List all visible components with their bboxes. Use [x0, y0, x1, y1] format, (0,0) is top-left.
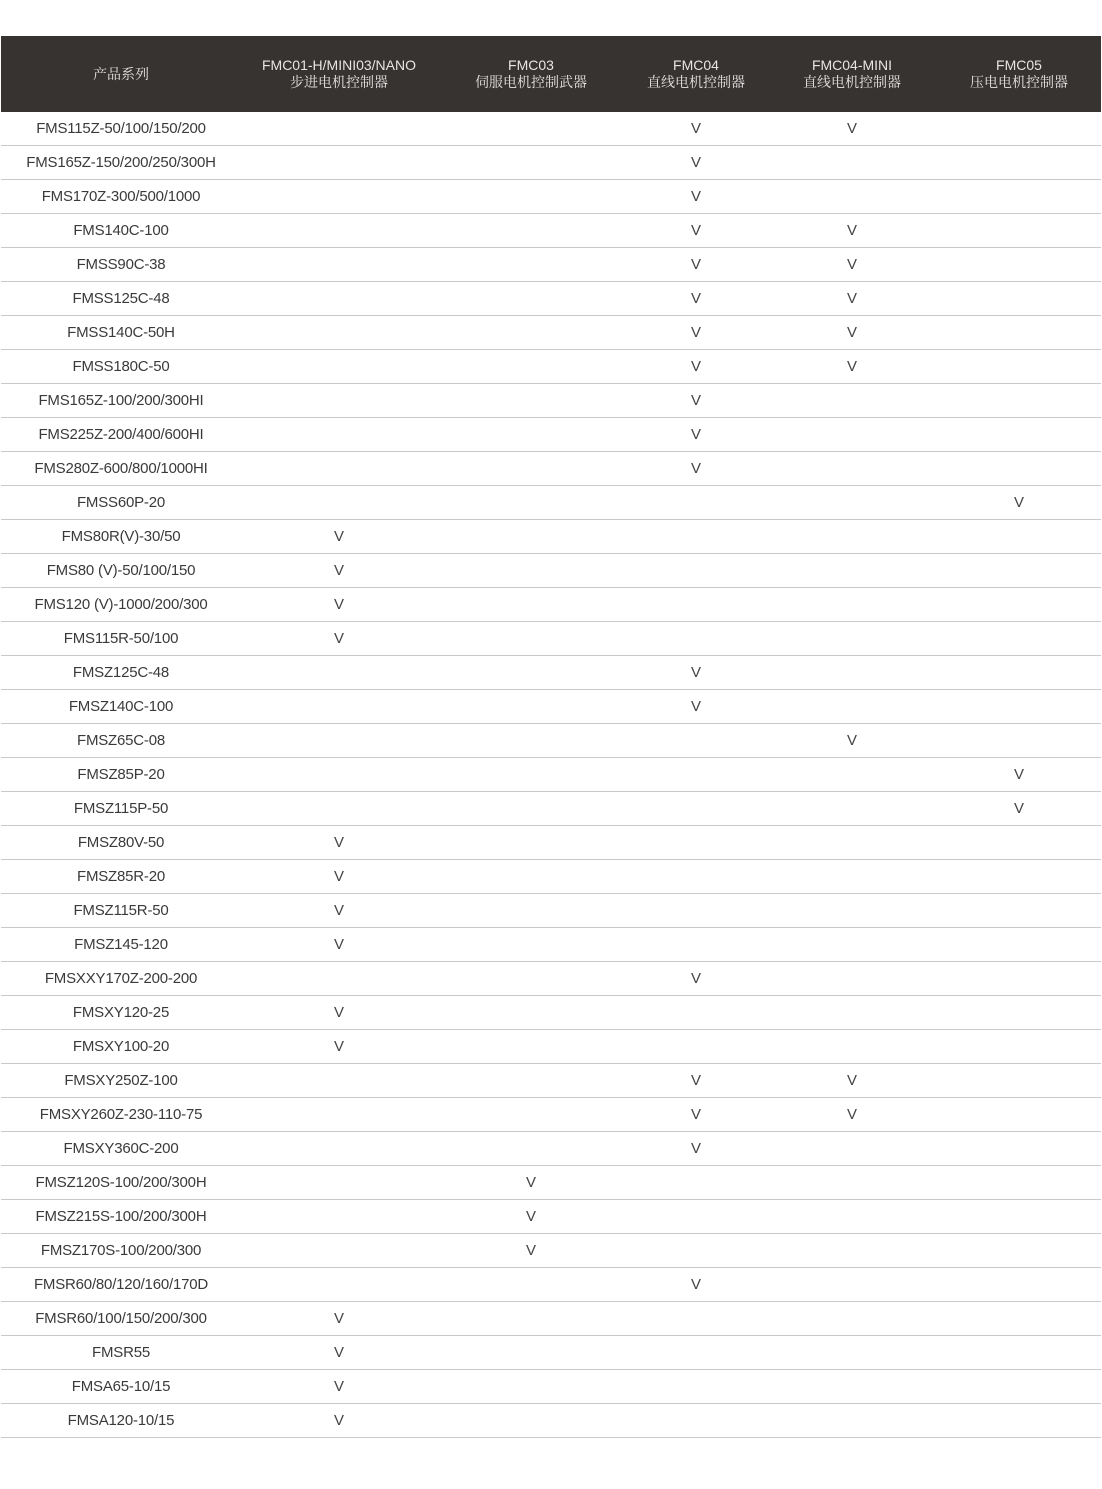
compatibility-mark-cell	[437, 962, 625, 996]
compatibility-mark-cell: V	[241, 996, 437, 1030]
table-row	[1, 1166, 1101, 1200]
compatibility-mark-cell	[241, 690, 437, 724]
compatibility-mark-cell	[241, 180, 437, 214]
compatibility-mark-cell	[937, 1132, 1101, 1166]
compatibility-mark-cell	[625, 520, 767, 554]
compatibility-mark-cell	[625, 928, 767, 962]
table-row	[1, 758, 1101, 792]
compatibility-mark-cell	[437, 1302, 625, 1336]
compatibility-mark-cell	[937, 112, 1101, 146]
compatibility-mark-cell	[767, 384, 937, 418]
compatibility-mark-cell	[767, 486, 937, 520]
product-name-cell: FMS170Z-300/500/1000	[1, 180, 241, 214]
table-row	[1, 1200, 1101, 1234]
product-name-cell: FMS165Z-100/200/300HI	[1, 384, 241, 418]
column-header-line1: FMC03	[508, 57, 554, 73]
table-row	[1, 894, 1101, 928]
compatibility-mark-cell	[437, 928, 625, 962]
table-row	[1, 1302, 1101, 1336]
product-name-cell: FMS115R-50/100	[1, 622, 241, 656]
compatibility-mark-cell: V	[625, 1098, 767, 1132]
compatibility-mark-cell	[937, 384, 1101, 418]
compatibility-mark-cell	[937, 1166, 1101, 1200]
compatibility-mark-cell	[625, 1166, 767, 1200]
table-row	[1, 520, 1101, 554]
compatibility-mark-cell	[937, 1336, 1101, 1370]
compatibility-mark-cell	[437, 1370, 625, 1404]
compatibility-mark-cell	[767, 1404, 937, 1438]
compatibility-mark-cell	[241, 724, 437, 758]
table-row	[1, 214, 1101, 248]
compatibility-mark-cell	[937, 1200, 1101, 1234]
compatibility-mark-cell	[767, 690, 937, 724]
compatibility-mark-cell	[437, 282, 625, 316]
compatibility-mark-cell	[937, 1234, 1101, 1268]
column-header-line2: 压电电机控制器	[970, 74, 1068, 90]
table-row	[1, 316, 1101, 350]
compatibility-mark-cell	[767, 860, 937, 894]
compatibility-mark-cell: V	[767, 724, 937, 758]
compatibility-mark-cell: V	[241, 1302, 437, 1336]
product-name-cell: FMSXY250Z-100	[1, 1064, 241, 1098]
compatibility-mark-cell	[937, 588, 1101, 622]
compatibility-mark-cell	[437, 894, 625, 928]
table-row	[1, 928, 1101, 962]
compatibility-mark-cell	[241, 214, 437, 248]
compatibility-mark-cell: V	[241, 554, 437, 588]
compatibility-mark-cell	[767, 962, 937, 996]
product-name-cell: FMSZ215S-100/200/300H	[1, 1200, 241, 1234]
compatibility-mark-cell: V	[767, 248, 937, 282]
compatibility-mark-cell	[241, 486, 437, 520]
compatibility-mark-cell	[625, 1200, 767, 1234]
compatibility-mark-cell	[937, 452, 1101, 486]
compatibility-mark-cell	[625, 588, 767, 622]
column-header-controller-4	[767, 36, 937, 112]
compatibility-mark-cell: V	[625, 962, 767, 996]
compatibility-mark-cell: V	[625, 656, 767, 690]
compatibility-mark-cell	[437, 350, 625, 384]
compatibility-mark-cell	[241, 792, 437, 826]
column-header-line2: 步进电机控制器	[290, 74, 388, 90]
column-header-controller-2	[437, 36, 625, 112]
compatibility-mark-cell	[937, 690, 1101, 724]
table-row	[1, 180, 1101, 214]
compatibility-mark-cell	[937, 350, 1101, 384]
table-row	[1, 622, 1101, 656]
product-name-cell: FMSZ120S-100/200/300H	[1, 1166, 241, 1200]
compatibility-mark-cell	[625, 622, 767, 656]
compatibility-mark-cell	[767, 894, 937, 928]
compatibility-mark-cell	[437, 860, 625, 894]
compatibility-mark-cell	[767, 928, 937, 962]
compatibility-mark-cell	[767, 656, 937, 690]
product-name-cell: FMS280Z-600/800/1000HI	[1, 452, 241, 486]
product-name-cell: FMSXY360C-200	[1, 1132, 241, 1166]
compatibility-mark-cell	[437, 384, 625, 418]
compatibility-mark-cell: V	[241, 826, 437, 860]
compatibility-mark-cell	[437, 690, 625, 724]
product-name-cell: FMS140C-100	[1, 214, 241, 248]
table-row	[1, 826, 1101, 860]
compatibility-mark-cell	[767, 1030, 937, 1064]
compatibility-mark-cell: V	[937, 792, 1101, 826]
compatibility-mark-cell: V	[625, 350, 767, 384]
compatibility-mark-cell: V	[937, 486, 1101, 520]
compatibility-mark-cell	[767, 146, 937, 180]
compatibility-mark-cell	[437, 758, 625, 792]
compatibility-mark-cell	[625, 826, 767, 860]
compatibility-mark-cell	[767, 826, 937, 860]
compatibility-mark-cell	[241, 384, 437, 418]
product-name-cell: FMSZ115R-50	[1, 894, 241, 928]
compatibility-mark-cell	[767, 1268, 937, 1302]
compatibility-mark-cell	[767, 996, 937, 1030]
column-header-controller-1	[241, 36, 437, 112]
compatibility-mark-cell	[241, 418, 437, 452]
compatibility-mark-cell	[241, 146, 437, 180]
compatibility-mark-cell	[241, 112, 437, 146]
compatibility-mark-cell	[437, 792, 625, 826]
compatibility-mark-cell	[625, 894, 767, 928]
column-header-line2: 直线电机控制器	[803, 74, 901, 90]
product-name-cell: FMSA120-10/15	[1, 1404, 241, 1438]
compatibility-mark-cell: V	[625, 112, 767, 146]
compatibility-mark-cell	[937, 962, 1101, 996]
compatibility-mark-cell	[437, 486, 625, 520]
product-name-cell: FMS225Z-200/400/600HI	[1, 418, 241, 452]
column-header-line1: FMC05	[996, 57, 1042, 73]
compatibility-mark-cell	[937, 1404, 1101, 1438]
product-name-cell: FMSS140C-50H	[1, 316, 241, 350]
compatibility-mark-cell	[241, 1132, 437, 1166]
compatibility-mark-cell	[937, 554, 1101, 588]
product-name-cell: FMSZ80V-50	[1, 826, 241, 860]
product-name-cell: FMSS180C-50	[1, 350, 241, 384]
compatibility-mark-cell	[767, 1302, 937, 1336]
compatibility-mark-cell	[767, 758, 937, 792]
compatibility-mark-cell	[437, 180, 625, 214]
compatibility-mark-cell	[437, 248, 625, 282]
product-name-cell: FMSZ170S-100/200/300	[1, 1234, 241, 1268]
product-name-cell: FMSZ85R-20	[1, 860, 241, 894]
compatibility-mark-cell	[437, 622, 625, 656]
compatibility-mark-cell: V	[437, 1234, 625, 1268]
compatibility-mark-cell	[437, 316, 625, 350]
compatibility-mark-cell	[437, 1064, 625, 1098]
compatibility-mark-cell	[437, 588, 625, 622]
compatibility-mark-cell: V	[241, 894, 437, 928]
compatibility-mark-cell	[767, 1132, 937, 1166]
compatibility-mark-cell: V	[625, 1132, 767, 1166]
compatibility-mark-cell	[437, 996, 625, 1030]
product-name-cell: FMSZ125C-48	[1, 656, 241, 690]
compatibility-mark-cell: V	[625, 180, 767, 214]
compatibility-mark-cell: V	[625, 1064, 767, 1098]
table-row	[1, 1098, 1101, 1132]
compatibility-mark-cell	[625, 1030, 767, 1064]
compatibility-mark-cell	[767, 452, 937, 486]
product-name-cell: FMSXY120-25	[1, 996, 241, 1030]
compatibility-mark-cell	[937, 1030, 1101, 1064]
compatibility-mark-cell	[241, 1098, 437, 1132]
compatibility-mark-cell	[767, 1370, 937, 1404]
compatibility-mark-cell	[767, 1234, 937, 1268]
compatibility-mark-cell	[937, 928, 1101, 962]
column-header-line1: FMC01-H/MINI03/NANO	[261, 57, 417, 73]
table-row	[1, 588, 1101, 622]
compatibility-mark-cell: V	[625, 146, 767, 180]
table-row	[1, 656, 1101, 690]
compatibility-mark-cell	[767, 1336, 937, 1370]
compatibility-mark-cell	[937, 418, 1101, 452]
compatibility-mark-cell	[241, 1234, 437, 1268]
compatibility-mark-cell: V	[625, 690, 767, 724]
product-name-cell: FMSXY100-20	[1, 1030, 241, 1064]
compatibility-mark-cell: V	[625, 248, 767, 282]
table-row	[1, 1268, 1101, 1302]
product-name-cell: FMSS90C-38	[1, 248, 241, 282]
compatibility-mark-cell	[937, 996, 1101, 1030]
compatibility-mark-cell	[625, 1404, 767, 1438]
table-row	[1, 554, 1101, 588]
table-row	[1, 418, 1101, 452]
compatibility-mark-cell: V	[625, 214, 767, 248]
compatibility-mark-cell: V	[767, 214, 937, 248]
compatibility-mark-cell	[937, 1064, 1101, 1098]
column-header-line1: 产品系列	[93, 65, 149, 82]
table-row	[1, 112, 1101, 146]
compatibility-mark-cell	[437, 214, 625, 248]
table-row	[1, 860, 1101, 894]
compatibility-table	[1, 36, 1101, 1438]
table-row	[1, 1404, 1101, 1438]
product-name-cell: FMSZ85P-20	[1, 758, 241, 792]
compatibility-mark-cell	[625, 554, 767, 588]
compatibility-mark-cell	[937, 894, 1101, 928]
compatibility-mark-cell	[437, 1030, 625, 1064]
table-row	[1, 690, 1101, 724]
product-name-cell: FMSZ65C-08	[1, 724, 241, 758]
compatibility-mark-cell	[937, 316, 1101, 350]
compatibility-mark-cell	[437, 656, 625, 690]
product-name-cell: FMS120 (V)-1000/200/300	[1, 588, 241, 622]
compatibility-mark-cell: V	[625, 282, 767, 316]
table-row	[1, 486, 1101, 520]
compatibility-mark-cell	[437, 724, 625, 758]
compatibility-mark-cell: V	[937, 758, 1101, 792]
compatibility-mark-cell: V	[241, 860, 437, 894]
compatibility-mark-cell	[625, 724, 767, 758]
compatibility-mark-cell	[767, 588, 937, 622]
compatibility-mark-cell: V	[625, 452, 767, 486]
table-row	[1, 1370, 1101, 1404]
compatibility-mark-cell	[437, 1098, 625, 1132]
table-row	[1, 1336, 1101, 1370]
compatibility-mark-cell	[241, 1064, 437, 1098]
table-row	[1, 962, 1101, 996]
compatibility-mark-cell: V	[767, 282, 937, 316]
compatibility-mark-cell: V	[241, 520, 437, 554]
product-name-cell: FMSXY260Z-230-110-75	[1, 1098, 241, 1132]
product-name-cell: FMS165Z-150/200/250/300H	[1, 146, 241, 180]
table-row	[1, 350, 1101, 384]
compatibility-mark-cell: V	[241, 1030, 437, 1064]
compatibility-mark-cell	[625, 1336, 767, 1370]
compatibility-mark-cell	[437, 520, 625, 554]
product-name-cell: FMSZ140C-100	[1, 690, 241, 724]
product-name-cell: FMSR60/100/150/200/300	[1, 1302, 241, 1336]
compatibility-mark-cell	[937, 146, 1101, 180]
compatibility-mark-cell: V	[241, 1336, 437, 1370]
compatibility-mark-cell	[437, 1132, 625, 1166]
compatibility-mark-cell	[767, 180, 937, 214]
compatibility-mark-cell	[437, 1404, 625, 1438]
compatibility-mark-cell	[625, 792, 767, 826]
compatibility-mark-cell	[937, 1370, 1101, 1404]
compatibility-mark-cell	[437, 826, 625, 860]
compatibility-mark-cell: V	[767, 1098, 937, 1132]
compatibility-mark-cell	[937, 180, 1101, 214]
compatibility-mark-cell	[767, 1200, 937, 1234]
compatibility-mark-cell	[937, 622, 1101, 656]
column-header-line1: FMC04-MINI	[811, 57, 893, 73]
compatibility-mark-cell	[767, 622, 937, 656]
compatibility-mark-cell	[241, 1200, 437, 1234]
compatibility-mark-cell: V	[241, 622, 437, 656]
compatibility-mark-cell: V	[767, 1064, 937, 1098]
compatibility-mark-cell: V	[437, 1200, 625, 1234]
compatibility-mark-cell	[437, 112, 625, 146]
compatibility-mark-cell	[241, 962, 437, 996]
compatibility-mark-cell: V	[437, 1166, 625, 1200]
compatibility-mark-cell: V	[625, 418, 767, 452]
product-name-cell: FMSS60P-20	[1, 486, 241, 520]
compatibility-mark-cell	[437, 146, 625, 180]
compatibility-mark-cell	[241, 282, 437, 316]
table-body	[1, 112, 1101, 1438]
header-row	[1, 36, 1101, 112]
compatibility-mark-cell: V	[241, 1370, 437, 1404]
compatibility-mark-cell	[767, 1166, 937, 1200]
compatibility-mark-cell	[937, 520, 1101, 554]
compatibility-mark-cell	[241, 248, 437, 282]
table-row	[1, 1132, 1101, 1166]
compatibility-mark-cell	[625, 1370, 767, 1404]
product-name-cell: FMSR55	[1, 1336, 241, 1370]
compatibility-mark-cell	[937, 1302, 1101, 1336]
table-row	[1, 996, 1101, 1030]
product-name-cell: FMSZ145-120	[1, 928, 241, 962]
compatibility-mark-cell	[937, 826, 1101, 860]
product-name-cell: FMSS125C-48	[1, 282, 241, 316]
table-row	[1, 452, 1101, 486]
table-row	[1, 282, 1101, 316]
column-header-line2: 直线电机控制器	[647, 74, 745, 90]
compatibility-mark-cell	[767, 554, 937, 588]
table-row	[1, 248, 1101, 282]
column-header-controller-3	[625, 36, 767, 112]
table-row	[1, 792, 1101, 826]
product-name-cell: FMS115Z-50/100/150/200	[1, 112, 241, 146]
compatibility-mark-cell	[241, 452, 437, 486]
compatibility-mark-cell	[767, 792, 937, 826]
compatibility-mark-cell	[937, 724, 1101, 758]
compatibility-mark-cell	[937, 1268, 1101, 1302]
compatibility-mark-cell	[241, 656, 437, 690]
compatibility-mark-cell	[437, 554, 625, 588]
compatibility-mark-cell	[625, 486, 767, 520]
compatibility-mark-cell	[241, 758, 437, 792]
compatibility-mark-cell	[241, 316, 437, 350]
column-header-controller-5	[937, 36, 1101, 112]
compatibility-mark-cell	[767, 418, 937, 452]
column-header-line2: 伺服电机控制武器	[475, 74, 587, 90]
compatibility-mark-cell	[437, 1336, 625, 1370]
compatibility-mark-cell: V	[625, 316, 767, 350]
compatibility-mark-cell: V	[625, 384, 767, 418]
compatibility-mark-cell	[937, 860, 1101, 894]
compatibility-mark-cell	[437, 1268, 625, 1302]
compatibility-mark-cell	[625, 996, 767, 1030]
table-row	[1, 1234, 1101, 1268]
compatibility-mark-cell	[937, 282, 1101, 316]
product-name-cell: FMS80 (V)-50/100/150	[1, 554, 241, 588]
compatibility-mark-cell	[625, 1234, 767, 1268]
table-row	[1, 1064, 1101, 1098]
compatibility-mark-cell	[241, 350, 437, 384]
compatibility-mark-cell: V	[241, 1404, 437, 1438]
compatibility-mark-cell	[937, 248, 1101, 282]
table-row	[1, 384, 1101, 418]
product-name-cell: FMSR60/80/120/160/170D	[1, 1268, 241, 1302]
compatibility-mark-cell	[937, 214, 1101, 248]
column-header-line1: FMC04	[673, 57, 719, 73]
compatibility-mark-cell	[625, 1302, 767, 1336]
product-name-cell: FMSZ115P-50	[1, 792, 241, 826]
product-name-cell: FMSA65-10/15	[1, 1370, 241, 1404]
table-header	[1, 36, 1101, 112]
compatibility-mark-cell	[937, 656, 1101, 690]
table-row	[1, 1030, 1101, 1064]
compatibility-mark-cell	[437, 452, 625, 486]
compatibility-mark-cell	[625, 758, 767, 792]
compatibility-mark-cell	[625, 860, 767, 894]
compatibility-mark-cell: V	[767, 350, 937, 384]
compatibility-mark-cell	[767, 520, 937, 554]
compatibility-mark-cell	[437, 418, 625, 452]
column-header-product-series	[1, 36, 241, 112]
product-name-cell: FMSXXY170Z-200-200	[1, 962, 241, 996]
compatibility-mark-cell: V	[767, 316, 937, 350]
compatibility-mark-cell	[937, 1098, 1101, 1132]
table-row	[1, 724, 1101, 758]
compatibility-mark-cell: V	[767, 112, 937, 146]
compatibility-mark-cell: V	[625, 1268, 767, 1302]
compatibility-mark-cell	[241, 1268, 437, 1302]
compatibility-mark-cell	[241, 1166, 437, 1200]
compatibility-mark-cell: V	[241, 928, 437, 962]
product-name-cell: FMS80R(V)-30/50	[1, 520, 241, 554]
table-row	[1, 146, 1101, 180]
compatibility-mark-cell: V	[241, 588, 437, 622]
